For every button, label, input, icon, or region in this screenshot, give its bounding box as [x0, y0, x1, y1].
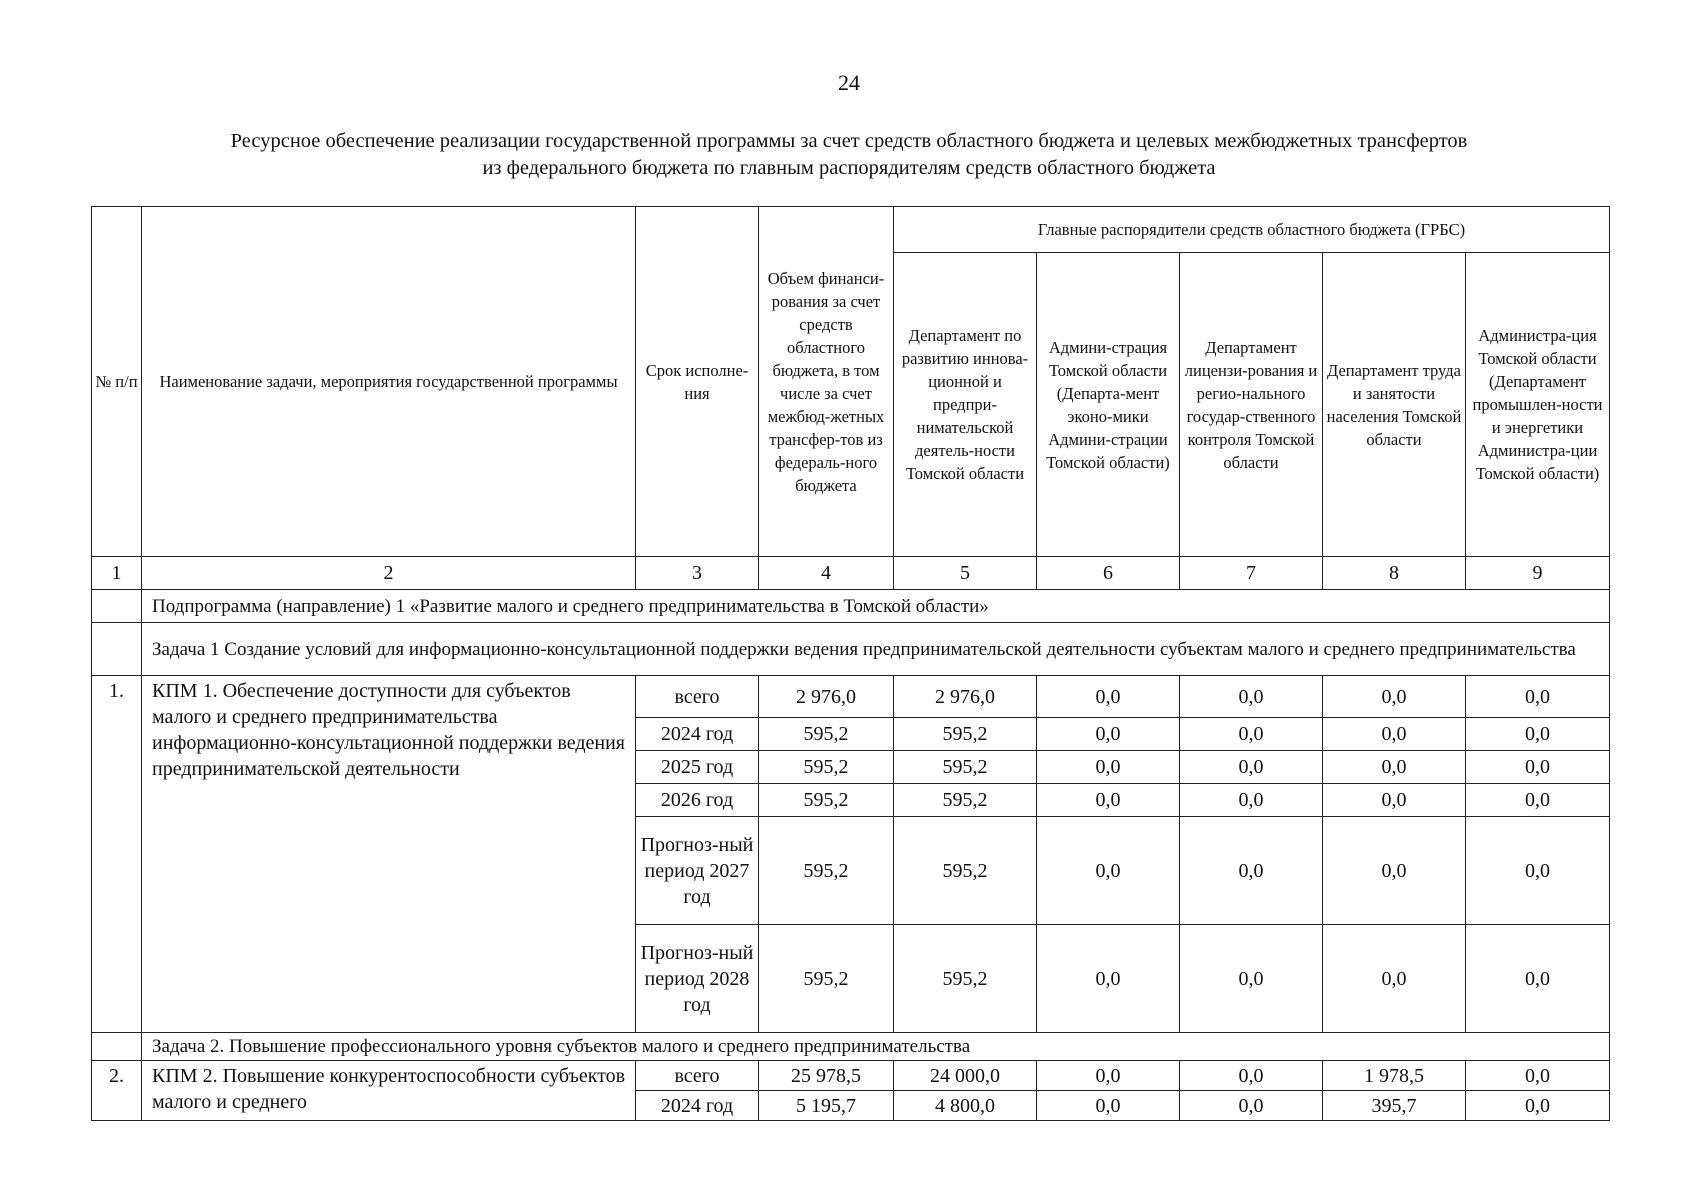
subprogram-title: Подпрограмма (направление) 1 «Развитие малого и среднего предпринимательства в Томской области» [142, 590, 1610, 623]
col-number: 3 [636, 557, 759, 590]
row-value: 0,0 [1180, 718, 1323, 751]
row-value: 595,2 [894, 718, 1037, 751]
col-number: 9 [1466, 557, 1610, 590]
row-value: 0,0 [1037, 1061, 1180, 1091]
task-2-title: Задача 2. Повышение профессионального уровня субъектов малого и среднего предпринимательства [142, 1033, 1610, 1061]
row-value: 0,0 [1037, 925, 1180, 1033]
row-value: 595,2 [759, 784, 894, 817]
col-number: 6 [1037, 557, 1180, 590]
row-value: 595,2 [894, 751, 1037, 784]
task-1-title: Задача 1 Создание условий для информационно-консультационной поддержки ведения предпринимательской деятельности субъектам малого и среднего предпринимательства [142, 623, 1610, 676]
page-number: 24 [838, 70, 860, 95]
table-row [92, 676, 1610, 718]
row-value: 24 000,0 [894, 1061, 1037, 1091]
row-value: 2 976,0 [894, 676, 1037, 718]
header-dept-6: Админи-страция Томской области (Департа-мент эконо-мики Админи-страции Томской области) [1037, 253, 1180, 557]
empty-cell [92, 623, 142, 676]
col-number: 2 [142, 557, 636, 590]
row-value: 0,0 [1037, 676, 1180, 718]
row-term: всего [636, 1061, 759, 1091]
header-dept-8: Департамент труда и занятости населения Томской области [1323, 253, 1466, 557]
row-value: 0,0 [1466, 784, 1610, 817]
row-term: 2025 год [636, 751, 759, 784]
empty-cell [92, 1033, 142, 1061]
row-value: 595,2 [759, 817, 894, 925]
row-value: 0,0 [1037, 1091, 1180, 1121]
row-value: 0,0 [1037, 784, 1180, 817]
row-value: 595,2 [894, 784, 1037, 817]
row-value: 0,0 [1466, 751, 1610, 784]
row-value: 0,0 [1037, 817, 1180, 925]
row-value: 0,0 [1180, 817, 1323, 925]
row-value: 0,0 [1466, 1061, 1610, 1091]
row-value: 395,7 [1323, 1091, 1466, 1121]
row-value: 5 195,7 [759, 1091, 894, 1121]
row-num: 2. [92, 1061, 142, 1121]
row-value: 0,0 [1323, 718, 1466, 751]
row-value: 0,0 [1180, 1061, 1323, 1091]
row-value: 1 978,5 [1323, 1061, 1466, 1091]
table-row [92, 1061, 1610, 1091]
col-number: 4 [759, 557, 894, 590]
row-value: 0,0 [1466, 1091, 1610, 1121]
row-value: 0,0 [1180, 784, 1323, 817]
row-term: всего [636, 676, 759, 718]
row-value: 0,0 [1466, 718, 1610, 751]
row-name: КПМ 1. Обеспечение доступности для субъектов малого и среднего предпринимательства информационно-консультационной поддержки ведения предпринимательской деятельности [142, 676, 636, 1033]
row-value: 0,0 [1037, 718, 1180, 751]
row-value: 595,2 [759, 751, 894, 784]
row-value: 0,0 [1466, 925, 1610, 1033]
col-number: 1 [92, 557, 142, 590]
row-value: 595,2 [894, 925, 1037, 1033]
header-name: Наименование задачи, мероприятия государственной программы [142, 207, 636, 557]
row-value: 0,0 [1323, 751, 1466, 784]
title-line-2: из федерального бюджета по главным распорядителям средств областного бюджета [482, 157, 1216, 179]
row-term: 2024 год [636, 1091, 759, 1121]
row-value: 0,0 [1180, 751, 1323, 784]
row-value: 0,0 [1180, 1091, 1323, 1121]
row-value: 0,0 [1323, 817, 1466, 925]
row-term: 2024 год [636, 718, 759, 751]
row-value: 0,0 [1323, 784, 1466, 817]
col-number: 8 [1323, 557, 1466, 590]
col-number: 5 [894, 557, 1037, 590]
row-value: 0,0 [1323, 676, 1466, 718]
row-value: 595,2 [894, 817, 1037, 925]
col-number: 7 [1180, 557, 1323, 590]
title-line-1: Ресурсное обеспечение реализации государственной программы за счет средств областного бюджета и целевых межбюджетных трансфертов [230, 130, 1468, 152]
header-dept-9: Администра-ция Томской области (Департамент промышлен-ности и энергетики Администра-ции Томской области) [1466, 253, 1610, 557]
row-term: 2026 год [636, 784, 759, 817]
row-value: 0,0 [1466, 817, 1610, 925]
row-name: КПМ 2. Повышение конкурентоспособности субъектов малого и среднего [142, 1061, 636, 1121]
header-volume: Объем финанси-рования за счет средств областного бюджета, в том числе за счет межбюд-жетных трансфер-тов из федераль-ного бюджета [759, 207, 894, 557]
row-value: 0,0 [1466, 676, 1610, 718]
row-value: 0,0 [1323, 925, 1466, 1033]
resource-table [91, 206, 1610, 1121]
row-value: 25 978,5 [759, 1061, 894, 1091]
document-title [80, 128, 1618, 182]
header-term: Срок исполне-ния [636, 207, 759, 557]
empty-cell [92, 590, 142, 623]
row-term: Прогноз-ный период 2028 год [636, 925, 759, 1033]
row-value: 0,0 [1180, 925, 1323, 1033]
row-value: 4 800,0 [894, 1091, 1037, 1121]
row-value: 0,0 [1180, 676, 1323, 718]
row-term: Прогноз-ный период 2027 год [636, 817, 759, 925]
header-grbs: Главные распорядители средств областного бюджета (ГРБС) [894, 207, 1610, 253]
row-value: 2 976,0 [759, 676, 894, 718]
row-value: 595,2 [759, 925, 894, 1033]
row-value: 0,0 [1037, 751, 1180, 784]
header-dept-5: Департамент по развитию иннова-ционной и предпри-нимательской деятель-ности Томской области [894, 253, 1037, 557]
header-dept-7: Департамент лицензи-рования и регио-нального государ-ственного контроля Томской области [1180, 253, 1323, 557]
row-num: 1. [92, 676, 142, 1033]
row-value: 595,2 [759, 718, 894, 751]
header-num: № п/п [92, 207, 142, 557]
